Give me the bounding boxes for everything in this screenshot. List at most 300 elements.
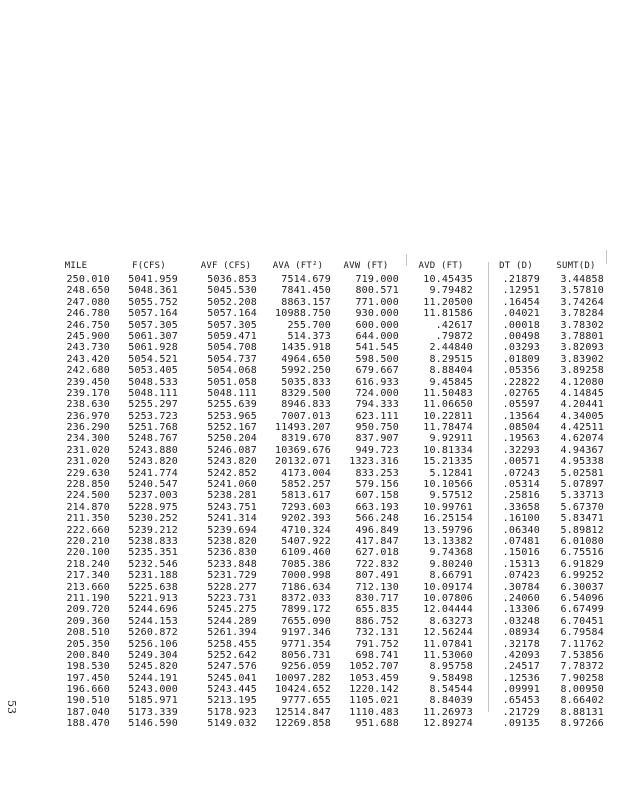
table-cell: 4.34005 [560, 410, 604, 422]
table-cell: 5.02581 [560, 467, 604, 479]
table-cell: 5253.723 [128, 410, 178, 422]
table-cell: 5245.041 [207, 672, 257, 684]
table-cell: 10.09174 [423, 581, 473, 593]
table-cell: .16454 [502, 296, 540, 308]
table-cell: 236.290 [66, 422, 110, 434]
scan-mark [606, 250, 607, 264]
table-cell: .03248 [502, 615, 540, 627]
table-cell: 4.94367 [560, 444, 604, 456]
table-cell: 830.717 [355, 592, 399, 604]
table-cell: 9.79482 [429, 285, 473, 297]
table-cell: 5245.820 [128, 661, 178, 673]
table-cell: 5992.250 [281, 365, 331, 377]
table-cell: 1105.021 [349, 695, 399, 707]
table-cell: 5048.533 [128, 376, 178, 388]
table-row [46, 582, 616, 593]
table-cell: 188.470 [66, 718, 110, 730]
table-cell: 5242.852 [207, 467, 257, 479]
table-cell: 9.57512 [429, 490, 473, 502]
table-cell: 8.66791 [429, 570, 473, 582]
table-cell: .08934 [502, 627, 540, 639]
table-cell: 607.158 [355, 490, 399, 502]
table-cell: 8.95758 [429, 661, 473, 673]
table-cell: 5243.445 [207, 684, 257, 696]
table-cell: 9202.393 [281, 513, 331, 525]
table-cell: .21729 [502, 706, 540, 718]
table-cell: 5244.153 [128, 615, 178, 627]
table-cell: 5048.361 [128, 285, 178, 297]
table-cell: 12.89274 [423, 718, 473, 730]
header-f-cfs: F(CFS) [132, 261, 166, 271]
table-cell: 4964.650 [281, 353, 331, 365]
table-cell: 5238.833 [128, 535, 178, 547]
table-cell: 7655.090 [281, 615, 331, 627]
table-cell: 5048.111 [207, 387, 257, 399]
table-cell: 3.57810 [560, 285, 604, 297]
table-cell: 11.06650 [423, 399, 473, 411]
table-cell: 4710.324 [281, 524, 331, 536]
table-cell: 5054.708 [207, 342, 257, 354]
table-cell: 4.42511 [560, 422, 604, 434]
table-cell: 3.78302 [560, 319, 604, 331]
table-cell: 5057.164 [128, 308, 178, 320]
table-cell: 11.78474 [423, 422, 473, 434]
table-cell: 794.333 [355, 399, 399, 411]
table-cell: 9.74368 [429, 547, 473, 559]
table-cell: 11493.207 [275, 422, 331, 434]
table-row [46, 547, 616, 558]
table-cell: 7514.679 [281, 274, 331, 285]
table-cell: 3.83902 [560, 353, 604, 365]
table-cell: 514.373 [287, 330, 331, 342]
table-cell: 6.70451 [560, 615, 604, 627]
table-cell: 566.248 [355, 513, 399, 525]
table-row [46, 422, 616, 433]
table-cell: .01809 [502, 353, 540, 365]
table-cell: 197.450 [66, 672, 110, 684]
table-cell: 8.97266 [560, 718, 604, 730]
table-cell: 11.53060 [423, 649, 473, 661]
table-row [46, 627, 616, 638]
table-cell: 5243.000 [128, 684, 178, 696]
table-row [46, 479, 616, 490]
table-cell: 7899.172 [281, 604, 331, 616]
table-cell: 5256.106 [128, 638, 178, 650]
table-cell: .79872 [435, 330, 473, 342]
table-cell: .42093 [502, 649, 540, 661]
table-cell: 807.491 [355, 570, 399, 582]
table-cell: 5245.275 [207, 604, 257, 616]
table-cell: 10.99761 [423, 501, 473, 513]
table-cell: 10.10566 [423, 479, 473, 491]
header-avw-ft: AVW (FT) [343, 261, 389, 271]
table-cell: .12951 [502, 285, 540, 297]
table-cell: 231.020 [66, 444, 110, 456]
table-cell: 5185.971 [128, 695, 178, 707]
table-cell: .13564 [502, 410, 540, 422]
table-cell: 5061.928 [128, 342, 178, 354]
table-cell: 213.660 [66, 581, 110, 593]
table-cell: 10988.750 [275, 308, 331, 320]
table-cell: 5407.922 [281, 535, 331, 547]
table-cell: 1323.316 [349, 456, 399, 468]
table-cell: .16100 [502, 513, 540, 525]
table-cell: 239.170 [66, 387, 110, 399]
table-cell: 5260.872 [128, 627, 178, 639]
table-row [46, 502, 616, 513]
table-row [46, 650, 616, 661]
table-cell: 9777.655 [281, 695, 331, 707]
table-cell: .33658 [502, 501, 540, 513]
table-cell: 5.12841 [429, 467, 473, 479]
table-cell: 11.20500 [423, 296, 473, 308]
table-row [46, 639, 616, 650]
table-cell: 8.88131 [560, 706, 604, 718]
table-cell: 5238.820 [207, 535, 257, 547]
table-row [46, 274, 616, 285]
table-cell: 8056.731 [281, 649, 331, 661]
table-cell: 255.700 [287, 319, 331, 331]
table-cell: .07481 [502, 535, 540, 547]
table-cell: 5238.281 [207, 490, 257, 502]
table-cell: 4.95338 [560, 456, 604, 468]
header-ava-ft2: AVA (FT²) [272, 261, 324, 271]
table-row [46, 616, 616, 627]
table-cell: 3.44858 [560, 274, 604, 285]
table-cell: 5221.913 [128, 592, 178, 604]
table-cell: 5057.164 [207, 308, 257, 320]
table-cell: 5146.590 [128, 718, 178, 730]
table-cell: 3.78284 [560, 308, 604, 320]
table-cell: 4.20441 [560, 399, 604, 411]
table-cell: 7.53856 [560, 649, 604, 661]
table-cell: 8372.033 [281, 592, 331, 604]
table-cell: 6.91829 [560, 558, 604, 570]
table-cell: 6.30037 [560, 581, 604, 593]
table-cell: 6.01080 [560, 535, 604, 547]
table-cell: 5244.191 [128, 672, 178, 684]
table-cell: 187.040 [66, 706, 110, 718]
table-row [46, 707, 616, 718]
table-cell: 5249.304 [128, 649, 178, 661]
table-cell: 5243.751 [207, 501, 257, 513]
table-cell: .19563 [502, 433, 540, 445]
table-cell: 833.253 [355, 467, 399, 479]
table-cell: 246.780 [66, 308, 110, 320]
table-row [46, 604, 616, 615]
table-cell: 13.13382 [423, 535, 473, 547]
table-cell: .02765 [502, 387, 540, 399]
data-table [46, 259, 616, 730]
table-cell: .32178 [502, 638, 540, 650]
table-cell: 5.07897 [560, 479, 604, 491]
table-cell: 198.530 [66, 661, 110, 673]
table-cell: 9771.354 [281, 638, 331, 650]
table-cell: .25816 [502, 490, 540, 502]
table-cell: 5061.307 [128, 330, 178, 342]
table-cell: 196.660 [66, 684, 110, 696]
table-cell: 220.100 [66, 547, 110, 559]
table-body [46, 274, 616, 730]
table-cell: 5243.820 [207, 456, 257, 468]
table-cell: 5232.546 [128, 558, 178, 570]
table-cell: 6.99252 [560, 570, 604, 582]
table-cell: 5057.305 [128, 319, 178, 331]
table-cell: 5.33713 [560, 490, 604, 502]
table-cell: 930.000 [355, 308, 399, 320]
table-cell: 211.350 [66, 513, 110, 525]
table-cell: 8.54544 [429, 684, 473, 696]
table-cell: 5213.195 [207, 695, 257, 707]
table-cell: 6109.460 [281, 547, 331, 559]
table-cell: 1053.459 [349, 672, 399, 684]
table-cell: 8.88404 [429, 365, 473, 377]
table-cell: 4.62074 [560, 433, 604, 445]
table-row [46, 536, 616, 547]
table-cell: .09991 [502, 684, 540, 696]
table-cell: 5241.314 [207, 513, 257, 525]
table-cell: .07423 [502, 570, 540, 582]
table-cell: 698.741 [355, 649, 399, 661]
table-cell: 4.14845 [560, 387, 604, 399]
table-cell: 190.510 [66, 695, 110, 707]
table-cell: .00018 [502, 319, 540, 331]
header-sumt-d: SUMT(D) [556, 261, 596, 271]
table-cell: 3.89258 [560, 365, 604, 377]
table-cell: 949.723 [355, 444, 399, 456]
table-cell: 8.29515 [429, 353, 473, 365]
table-cell: 205.350 [66, 638, 110, 650]
table-cell: 5258.455 [207, 638, 257, 650]
table-cell: 10097.282 [275, 672, 331, 684]
table-cell: 6.79584 [560, 627, 604, 639]
table-cell: 5248.767 [128, 433, 178, 445]
table-cell: 9197.346 [281, 627, 331, 639]
table-cell: 2.44840 [429, 342, 473, 354]
table-cell: 200.840 [66, 649, 110, 661]
table-row [46, 365, 616, 376]
table-cell: 218.240 [66, 558, 110, 570]
table-cell: 9.92911 [429, 433, 473, 445]
table-cell: 5173.339 [128, 706, 178, 718]
table-cell: 5261.394 [207, 627, 257, 639]
table-cell: 719.000 [355, 274, 399, 285]
table-cell: 239.450 [66, 376, 110, 388]
table-cell: .32293 [502, 444, 540, 456]
table-cell: .21879 [502, 274, 540, 285]
table-cell: 791.752 [355, 638, 399, 650]
table-cell: .15313 [502, 558, 540, 570]
table-cell: 5045.530 [207, 285, 257, 297]
table-cell: 9.45845 [429, 376, 473, 388]
table-cell: 234.300 [66, 433, 110, 445]
table-cell: 5236.830 [207, 547, 257, 559]
table-cell: 10369.676 [275, 444, 331, 456]
table-row [46, 331, 616, 342]
table-cell: 5241.060 [207, 479, 257, 491]
table-cell: 679.667 [355, 365, 399, 377]
header-avf-cfs: AVF (CFS) [200, 261, 252, 271]
table-cell: 1435.918 [281, 342, 331, 354]
table-cell: 5255.297 [128, 399, 178, 411]
table-cell: 9.58498 [429, 672, 473, 684]
table-cell: 724.000 [355, 387, 399, 399]
table-cell: 5237.003 [128, 490, 178, 502]
table-cell: 214.870 [66, 501, 110, 513]
table-cell: 5243.820 [128, 456, 178, 468]
table-cell: 5057.305 [207, 319, 257, 331]
table-cell: 5233.848 [207, 558, 257, 570]
table-cell: 5054.068 [207, 365, 257, 377]
table-cell: 5.89812 [560, 524, 604, 536]
table-cell: .05356 [502, 365, 540, 377]
table-cell: 7293.603 [281, 501, 331, 513]
table-cell: 5231.729 [207, 570, 257, 582]
table-cell: .03293 [502, 342, 540, 354]
table-cell: 496.849 [355, 524, 399, 536]
table-cell: 13.59796 [423, 524, 473, 536]
table-cell: 644.000 [355, 330, 399, 342]
table-cell: 5253.965 [207, 410, 257, 422]
table-cell: 8.84039 [429, 695, 473, 707]
table-row [46, 559, 616, 570]
table-cell: 5244.289 [207, 615, 257, 627]
table-cell: 5225.638 [128, 581, 178, 593]
table-cell: 579.156 [355, 479, 399, 491]
table-cell: 8863.157 [281, 296, 331, 308]
table-cell: 951.688 [355, 718, 399, 730]
table-cell: 5252.642 [207, 649, 257, 661]
table-cell: 5247.576 [207, 661, 257, 673]
table-row [46, 377, 616, 388]
table-cell: 7.78372 [560, 661, 604, 673]
table-cell: 600.000 [355, 319, 399, 331]
table-cell: .05597 [502, 399, 540, 411]
table-cell: 732.131 [355, 627, 399, 639]
table-cell: 5048.111 [128, 387, 178, 399]
table-row [46, 513, 616, 524]
table-row [46, 490, 616, 501]
table-cell: 3.82093 [560, 342, 604, 354]
table-cell: 224.500 [66, 490, 110, 502]
table-cell: 5252.167 [207, 422, 257, 434]
table-cell: 9256.059 [281, 661, 331, 673]
table-cell: .08504 [502, 422, 540, 434]
table-cell: 5228.975 [128, 501, 178, 513]
table-cell: 8946.833 [281, 399, 331, 411]
table-cell: 5055.752 [128, 296, 178, 308]
table-cell: 246.750 [66, 319, 110, 331]
table-cell: 5051.058 [207, 376, 257, 388]
table-cell: 541.545 [355, 342, 399, 354]
table-cell: 722.832 [355, 558, 399, 570]
table-cell: 6.54096 [560, 592, 604, 604]
table-cell: 5054.737 [207, 353, 257, 365]
table-row [46, 468, 616, 479]
table-cell: 627.018 [355, 547, 399, 559]
table-row [46, 445, 616, 456]
table-cell: .09135 [502, 718, 540, 730]
table-cell: 8.00950 [560, 684, 604, 696]
table-cell: 7841.450 [281, 285, 331, 297]
table-cell: 5041.959 [128, 274, 178, 285]
page-number: 53 [5, 700, 18, 714]
table-cell: 623.111 [355, 410, 399, 422]
table-cell: 7.11762 [560, 638, 604, 650]
table-cell: 7.90258 [560, 672, 604, 684]
table-cell: 208.510 [66, 627, 110, 639]
table-cell: 5255.639 [207, 399, 257, 411]
table-row [46, 456, 616, 467]
table-cell: 886.752 [355, 615, 399, 627]
table-cell: 800.571 [355, 285, 399, 297]
table-cell: .24060 [502, 592, 540, 604]
table-cell: 5230.252 [128, 513, 178, 525]
table-cell: 9.80240 [429, 558, 473, 570]
table-row [46, 593, 616, 604]
table-cell: 10.45435 [423, 274, 473, 285]
table-cell: 15.21335 [423, 456, 473, 468]
table-cell: 209.360 [66, 615, 110, 627]
table-cell: 712.130 [355, 581, 399, 593]
table-row [46, 684, 616, 695]
table-cell: .13306 [502, 604, 540, 616]
table-cell: 5235.351 [128, 547, 178, 559]
table-cell: 663.193 [355, 501, 399, 513]
table-cell: 5243.880 [128, 444, 178, 456]
table-cell: 5054.521 [128, 353, 178, 365]
table-row [46, 661, 616, 672]
table-row [46, 718, 616, 729]
table-cell: 7186.634 [281, 581, 331, 593]
table-row [46, 411, 616, 422]
table-cell: 1220.142 [349, 684, 399, 696]
table-cell: 7085.386 [281, 558, 331, 570]
table-cell: 12.56244 [423, 627, 473, 639]
table-cell: 8329.500 [281, 387, 331, 399]
table-cell: 209.720 [66, 604, 110, 616]
table-cell: 950.750 [355, 422, 399, 434]
table-cell: 11.07841 [423, 638, 473, 650]
table-cell: .05314 [502, 479, 540, 491]
table-cell: .07243 [502, 467, 540, 479]
table-cell: 5.83471 [560, 513, 604, 525]
table-cell: 247.080 [66, 296, 110, 308]
table-cell: 10.22811 [423, 410, 473, 422]
table-row [46, 320, 616, 331]
table-cell: 12514.847 [275, 706, 331, 718]
table-cell: 3.74264 [560, 296, 604, 308]
table-cell: 229.630 [66, 467, 110, 479]
table-cell: 242.680 [66, 365, 110, 377]
table-cell: 5.67370 [560, 501, 604, 513]
table-cell: 5240.547 [128, 479, 178, 491]
table-cell: .24517 [502, 661, 540, 673]
table-cell: .00571 [502, 456, 540, 468]
table-cell: 616.933 [355, 376, 399, 388]
table-cell: 8.66402 [560, 695, 604, 707]
table-row [46, 673, 616, 684]
table-cell: 655.835 [355, 604, 399, 616]
table-cell: 5178.923 [207, 706, 257, 718]
table-cell: 5036.853 [207, 274, 257, 285]
table-cell: 7007.013 [281, 410, 331, 422]
table-cell: .00498 [502, 330, 540, 342]
table-cell: 238.630 [66, 399, 110, 411]
table-cell: 5228.277 [207, 581, 257, 593]
table-cell: 5223.731 [207, 592, 257, 604]
header-dt-d: DT (D) [499, 261, 533, 271]
